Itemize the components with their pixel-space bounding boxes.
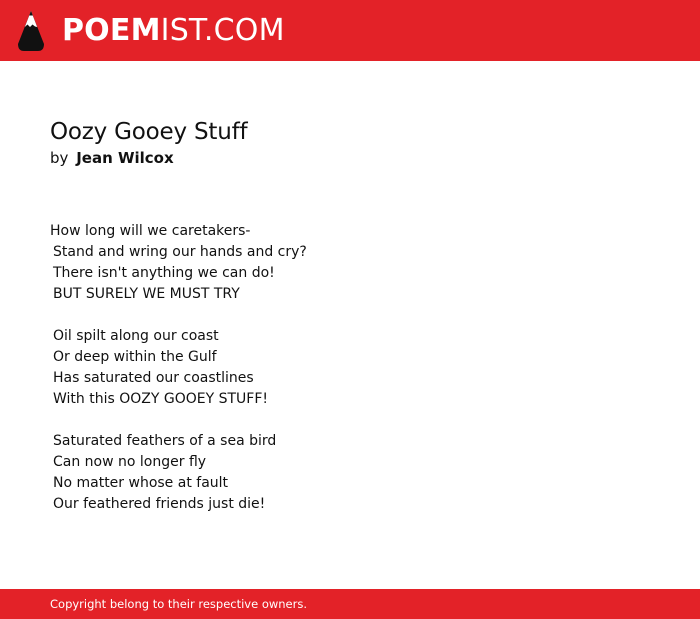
stanza-break xyxy=(50,410,650,431)
stanza-break xyxy=(50,305,650,326)
poem-title: Oozy Gooey Stuff xyxy=(50,119,248,145)
poem-line: Our feathered friends just die! xyxy=(53,496,266,512)
poem-line: Has saturated our coastlines xyxy=(53,370,254,386)
site-footer xyxy=(0,589,700,619)
poem-line: Or deep within the Gulf xyxy=(53,349,217,365)
poem-line: How long will we caretakers- xyxy=(50,223,251,239)
poem-line: There isn't anything we can do! xyxy=(53,265,275,281)
by-label: by xyxy=(50,149,69,167)
poem-line: Saturated feathers of a sea bird xyxy=(53,433,277,449)
poem-body xyxy=(50,221,650,515)
poem-content xyxy=(50,117,650,515)
poem-byline xyxy=(50,148,650,168)
poem-line: Stand and wring our hands and cry? xyxy=(53,244,307,260)
logo-text-light: IST.COM xyxy=(160,13,285,48)
poem-author: Jean Wilcox xyxy=(76,149,174,167)
site-logo-text xyxy=(62,13,285,48)
pencil-logo-icon xyxy=(17,10,45,52)
poem-line: Oil spilt along our coast xyxy=(53,328,219,344)
site-header xyxy=(0,0,700,61)
poem-line: No matter whose at fault xyxy=(53,475,229,491)
poem-line: Can now no longer fly xyxy=(53,454,207,470)
copyright-text: Copyright belong to their respective owners. xyxy=(50,597,308,611)
site-logo-link[interactable] xyxy=(17,9,285,53)
poem-line: BUT SURELY WE MUST TRY xyxy=(53,286,240,302)
logo-text-bold: POEM xyxy=(62,13,161,48)
poem-line: With this OOZY GOOEY STUFF! xyxy=(53,391,269,407)
